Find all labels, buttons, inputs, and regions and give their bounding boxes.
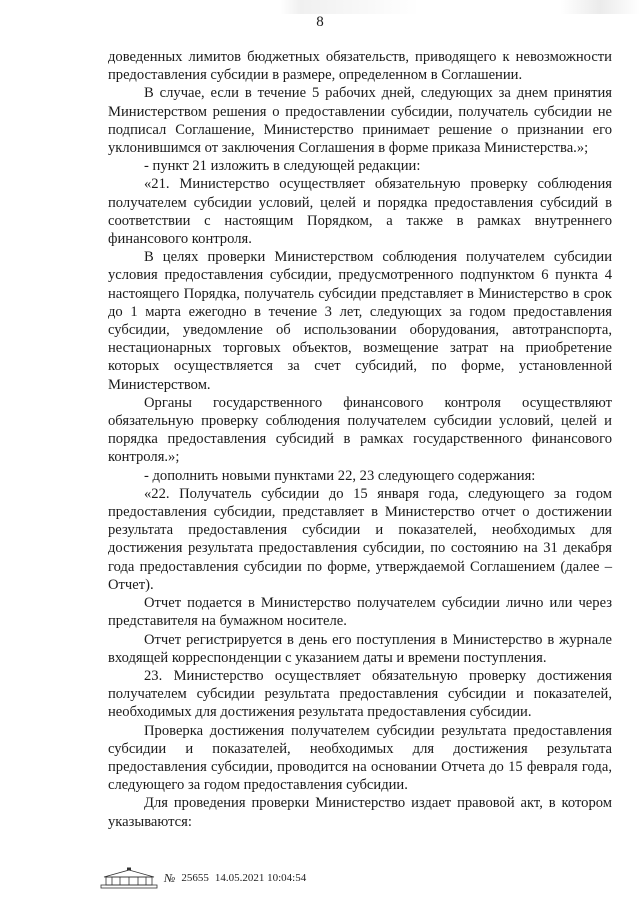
registration-footer (100, 866, 306, 890)
paragraph: «22. Получатель субсидии до 15 января года, следующего за годом предоставления субсидии, представляет в Министерство отчет о достижении результата предоставления субсидии и показателей, необходимых для достижения результата предоставления субсидии, по состоянию на 31 декабря года предоставления субсидии по форме, утверждаемой Соглашением (далее – Отчет). (108, 485, 612, 593)
paragraph: Органы государственного финансового контроля осуществляют обязательную проверку соблюдения получателем субсидии условий, целей и порядка предоставления субсидий в рамках государственного финансового контроля.»; (108, 394, 612, 466)
scan-noise (0, 0, 640, 14)
paragraph: - дополнить новыми пунктами 22, 23 следующего содержания: (144, 467, 536, 484)
government-building-icon (100, 867, 158, 889)
paragraph: Проверка достижения получателем субсидии результата предоставления субсидии и показателей, необходимых для достижения результата предоставления субсидии, проводится на основании Отчета до 15 февраля года, следующего за годом предоставления субсидии. (108, 722, 612, 794)
paragraph: «21. Министерство осуществляет обязательную проверку соблюдения получателем субсидии условий, целей и порядка предоставления субсидий в соответствии с настоящим Порядком, а также в рамках внутреннего финансового контроля. (108, 176, 612, 248)
paragraph: Для проведения проверки Министерство издает правовой акт, в котором указываются: (108, 795, 612, 830)
registration-datetime: 14.05.2021 10:04:54 (214, 872, 307, 884)
paragraph: В целях проверки Министерством соблюдения получателем субсидии условия предоставления субсидии, предусмотренного подпунктом 6 пункта 4 настоящего Порядка, получатель субсидии представляет в Министерство в срок до 1 марта ежегодно в течение 3 лет, следующих за годом предоставления субсидии, уведомление об использовании оборудования, автотранспорта, нестационарных торговых объектов, возмещение затрат на приобретение которых осуществляется за счет субсидий, по форме, установленной Министерством. (108, 249, 612, 393)
paragraph: В случае, если в течение 5 рабочих дней, следующих за днем принятия Министерством решения о предоставлении субсидии, получатель субсидии не подписал Соглашение, Министерство принимает решение о признании его уклонившимся от заключения Соглашения в форме приказа Министерства.»; (108, 85, 612, 157)
page-number: 8 (316, 14, 324, 30)
paragraph: 23. Министерство осуществляет обязательную проверку достижения получателем субсидии результата предоставления субсидии и показателей, необходимых для достижения результата предоставления субсидии. (108, 667, 612, 721)
registration-number: 25655 (181, 872, 209, 884)
document-body (108, 48, 612, 831)
registration-number-sign: № (164, 870, 176, 885)
paragraph: Отчет регистрируется в день его поступления в Министерство в журнале входящей корреспонденции с указанием даты и времени поступления. (108, 631, 612, 666)
paragraph: Отчет подается в Министерство получателем субсидии лично или через представителя на бумажном носителе. (108, 595, 612, 630)
paragraph: - пункт 21 изложить в следующей редакции: (144, 158, 421, 175)
paragraph: доведенных лимитов бюджетных обязательств, приводящего к невозможности предоставления субсидии в размере, определенном в Соглашении. (108, 49, 612, 84)
